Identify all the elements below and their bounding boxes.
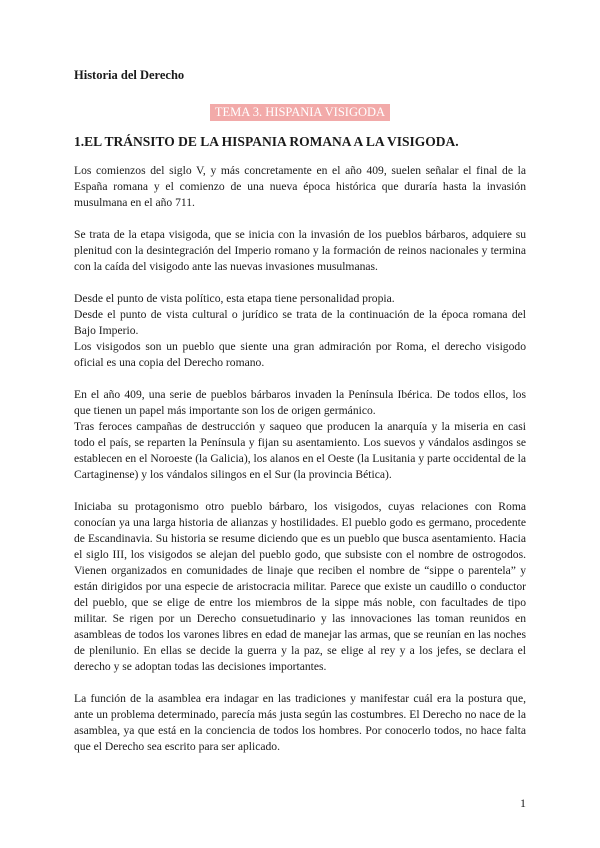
- section-title: 1.EL TRÁNSITO DE LA HISPANIA ROMANA A LA VISIGODA.: [74, 134, 459, 149]
- tema-heading: TEMA 3. HISPANIA VISIGODA: [210, 104, 390, 121]
- document-header: Historia del Derecho: [74, 68, 185, 82]
- paragraph: Tras feroces campañas de destrucción y saqueo que producen la anarquía y la miseria en casi todo el país, se reparten la Península y fijan su asentamiento. Los suevos y vándalos asdingos se establecen en el Noroeste (la Galicia), los alanos en el Oeste (la Lusitania y parte occidental de la Cartaginense) y los vándalos silingos en el Sur (la provincia Bética).: [74, 420, 526, 481]
- body-text: [74, 163, 526, 771]
- tema-heading-wrapper: [0, 103, 600, 121]
- paragraph: Desde el punto de vista político, esta etapa tiene personalidad propia.: [74, 292, 395, 305]
- paragraph: Los visigodos son un pueblo que siente una gran admiración por Roma, el derecho visigodo oficial es una copia del Derecho romano.: [74, 340, 526, 369]
- page-number: 1: [520, 796, 526, 810]
- paragraph: Los comienzos del siglo V, y más concretamente en el año 409, suelen señalar el final de la España romana y el comienzo de una nueva época histórica que duraría hasta la invasión musulmana en el año 711.: [74, 164, 526, 209]
- paragraph: Iniciaba su protagonismo otro pueblo bárbaro, los visigodos, cuyas relaciones con Roma conocían ya una larga historia de alianzas y hostilidades. El pueblo godo es germano, procedente de Escandinavia. Su historia se resume diciendo que es un pueblo que busca asentamiento. Hacia el siglo III, los visigodos se alejan del pueblo godo, que subsiste con el nombre de ostrogodos. Vienen organizados en comunidades de linaje que reciben el nombre de “sippe o parentela” y están dirigidos por una especie de aristocracia militar. Parece que existe un caudillo o conductor del pueblo, que se elige de entre los miembros de la sippe más noble, con facultades de tipo militar. Se rigen por un Derecho consuetudinario y las innovaciones las toman reunidos en asambleas de todos los varones libres en edad de manejar las armas, que se reunían en las noches de plenilunio. En ellas se decide la guerra y la paz, se elige al rey y a los jefes, se declara el derecho y se adoptan todas las decisiones importantes.: [74, 500, 526, 673]
- paragraph: Se trata de la etapa visigoda, que se inicia con la invasión de los pueblos bárbaros, adquiere su plenitud con la desintegración del Imperio romano y la formación de reinos nacionales y termina con la caída del visigodo ante las nuevas invasiones musulmanas.: [74, 228, 526, 273]
- paragraph: En el año 409, una serie de pueblos bárbaros invaden la Península Ibérica. De todos ellos, los que tienen un papel más importante son los de origen germánico.: [74, 388, 526, 417]
- paragraph: Desde el punto de vista cultural o jurídico se trata de la continuación de la época romana del Bajo Imperio.: [74, 308, 526, 337]
- paragraph: La función de la asamblea era indagar en las tradiciones y manifestar cuál era la postura que, ante un problema determinado, parecía más justa según las costumbres. El Derecho no nace de la asamblea, ya que está en la conciencia de todos los hombres. Por conocerlo todos, no hace falta que el Derecho sea escrito para ser aplicado.: [74, 692, 526, 753]
